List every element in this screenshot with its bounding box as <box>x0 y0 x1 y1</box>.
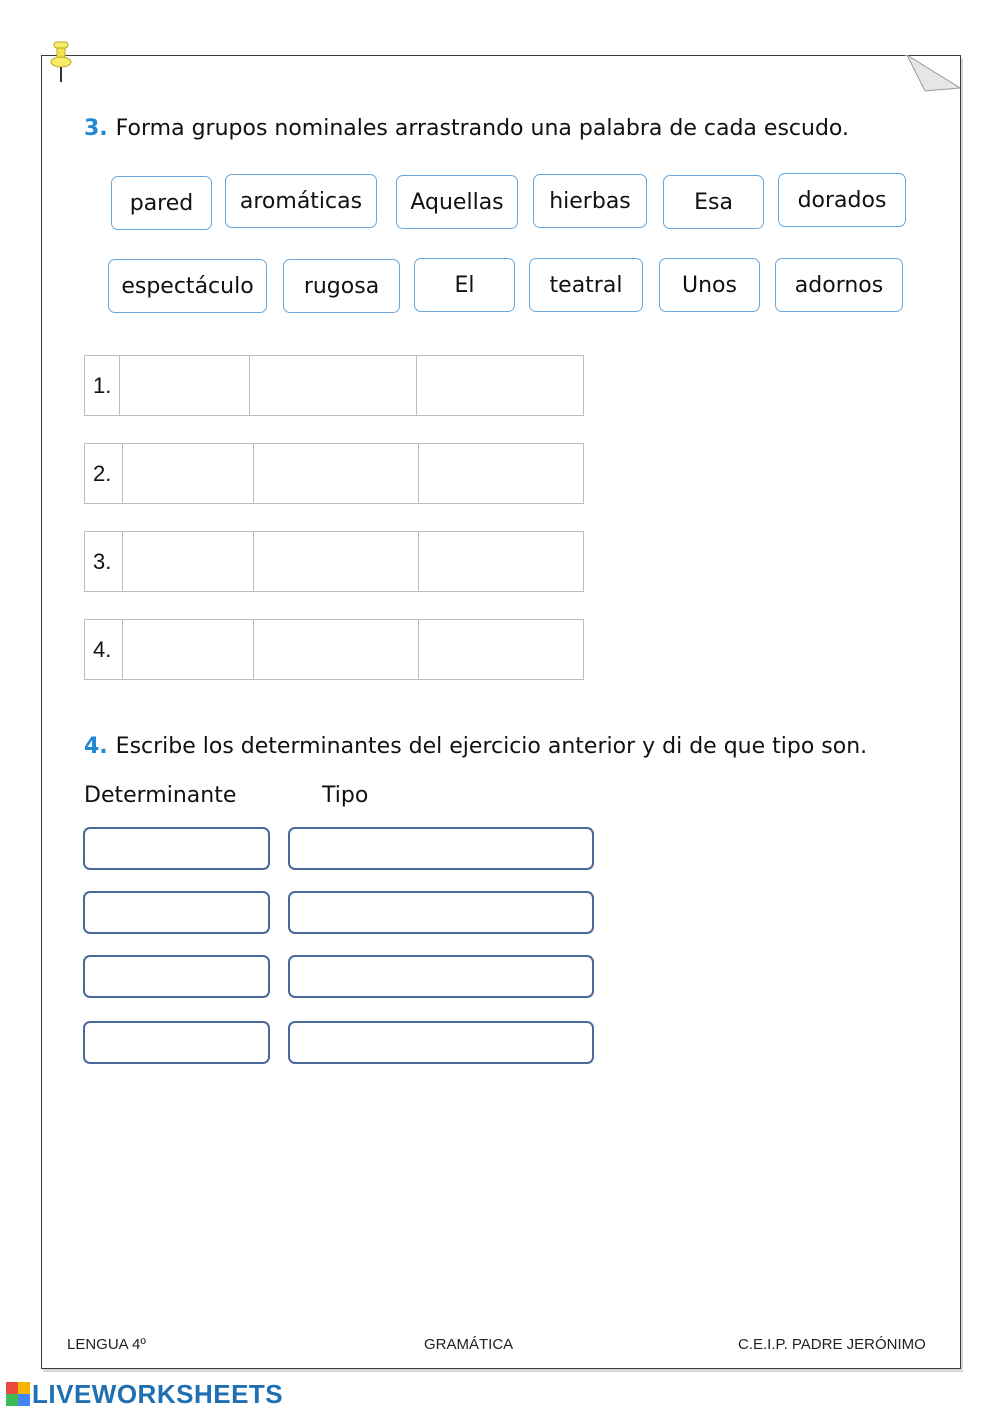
tipo-input-1[interactable] <box>288 827 594 870</box>
answer-row-label: 2. <box>85 444 123 503</box>
exercise-4-instruction <box>84 734 867 759</box>
drop-slot[interactable] <box>254 444 419 503</box>
drop-slot[interactable] <box>417 356 583 415</box>
answer-row-2 <box>84 443 584 504</box>
exercise-3-text: Forma grupos nominales arrastrando una palabra de cada escudo. <box>115 116 849 141</box>
exercise-4-text: Escribe los determinantes del ejercicio anterior y di de que tipo son. <box>115 734 868 759</box>
drop-slot[interactable] <box>419 620 583 679</box>
drop-slot[interactable] <box>254 620 419 679</box>
word-chip-unos[interactable]: Unos <box>659 258 760 312</box>
determinante-input-4[interactable] <box>83 1021 270 1064</box>
answer-row-label: 4. <box>85 620 123 679</box>
column-header-determinante: Determinante <box>84 783 237 808</box>
tipo-input-4[interactable] <box>288 1021 594 1064</box>
drop-slot[interactable] <box>254 532 419 591</box>
worksheet-page <box>41 55 961 1369</box>
word-chip-dorados[interactable]: dorados <box>778 173 906 227</box>
exercise-3-instruction <box>84 116 849 141</box>
exercise-4-number: 4. <box>84 734 108 759</box>
word-chip-rugosa[interactable]: rugosa <box>283 259 400 313</box>
brand-name: LIVEWORKSHEETS <box>32 1378 284 1409</box>
pushpin-icon <box>48 40 74 84</box>
liveworksheets-brand[interactable] <box>6 1380 283 1408</box>
page-fold-icon <box>905 55 960 93</box>
word-chip-adornos[interactable]: adornos <box>775 258 903 312</box>
word-chip-pared[interactable]: pared <box>111 176 212 230</box>
footer-topic: GRAMÁTICA <box>424 1336 514 1353</box>
answer-row-3 <box>84 531 584 592</box>
word-chip-el[interactable]: El <box>414 258 515 312</box>
column-header-tipo: Tipo <box>322 783 369 808</box>
determinante-input-3[interactable] <box>83 955 270 998</box>
tipo-input-2[interactable] <box>288 891 594 934</box>
drop-slot[interactable] <box>250 356 417 415</box>
tipo-input-3[interactable] <box>288 955 594 998</box>
word-chip-aquellas[interactable]: Aquellas <box>396 175 518 229</box>
word-chip-teatral[interactable]: teatral <box>529 258 643 312</box>
word-chip-hierbas[interactable]: hierbas <box>533 174 647 228</box>
determinante-input-1[interactable] <box>83 827 270 870</box>
drop-slot[interactable] <box>123 620 254 679</box>
drop-slot[interactable] <box>419 532 583 591</box>
determinante-input-2[interactable] <box>83 891 270 934</box>
answer-row-1 <box>84 355 584 416</box>
word-chip-aromaticas[interactable]: aromáticas <box>225 174 377 228</box>
drop-slot[interactable] <box>419 444 583 503</box>
answer-row-label: 1. <box>85 356 120 415</box>
exercise-3-number: 3. <box>84 116 108 141</box>
word-chip-espectaculo[interactable]: espectáculo <box>108 259 267 313</box>
footer-subject: LENGUA 4º <box>67 1336 146 1353</box>
word-chip-esa[interactable]: Esa <box>663 175 764 229</box>
drop-slot[interactable] <box>123 532 254 591</box>
liveworksheets-logo-icon <box>6 1382 30 1406</box>
answer-row-4 <box>84 619 584 680</box>
footer-school: C.E.I.P. PADRE JERÓNIMO <box>738 1336 926 1353</box>
drop-slot[interactable] <box>123 444 254 503</box>
drop-slot[interactable] <box>120 356 250 415</box>
answer-row-label: 3. <box>85 532 123 591</box>
